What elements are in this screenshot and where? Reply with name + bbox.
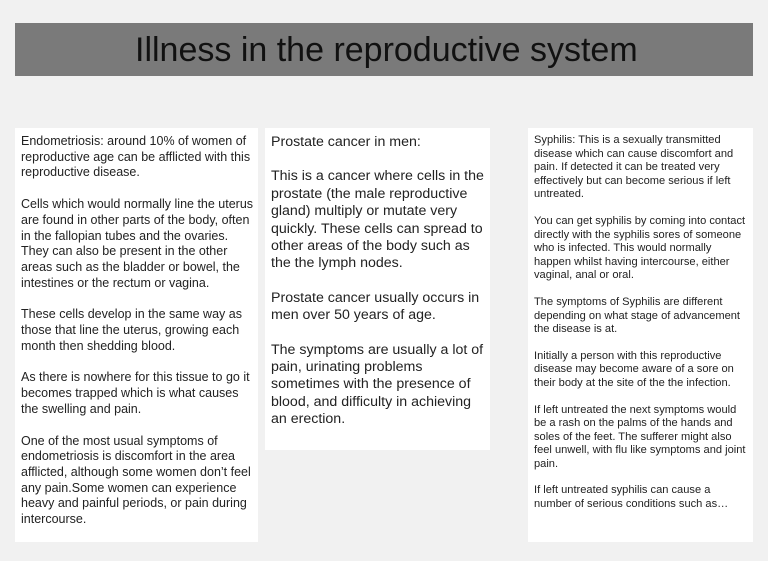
prostate-cancer-text-box bbox=[265, 128, 490, 450]
endometriosis-paragraph: These cells develop in the same way as those that line the uterus, growing each month then shedding blood. bbox=[21, 307, 242, 353]
syphilis-paragraph: If left untreated the next symptoms would be a rash on the palms of the hands and soles of the feet. The sufferer might also feel unwell, with flu like symptoms and joint pain. bbox=[534, 403, 746, 470]
syphilis-paragraph: Syphilis: This is a sexually transmitted disease which can cause discomfort and pain. If detected it can be treated very effectively but can become serious if left untreated. bbox=[534, 134, 734, 201]
prostate-paragraph: Prostate cancer usually occurs in men over 50 years of age. bbox=[271, 289, 480, 324]
endometriosis-paragraph: Endometriosis: around 10% of women of reproductive age can be afflicted with this reproductive disease. bbox=[21, 134, 251, 180]
prostate-paragraph: The symptoms are usually a lot of pain, urinating problems sometimes with the presence of blood, and difficulty in achieving an erection. bbox=[271, 341, 484, 428]
endometriosis-paragraph: One of the most usual symptoms of endometriosis is discomfort in the area afflicted, although some women don’t feel any pain.Some women can experience heavy and painful periods, or pain during intercourse. bbox=[21, 433, 251, 527]
syphilis-paragraph: Initially a person with this reproductive disease may become aware of a sore on their body at the site of the the infection. bbox=[534, 349, 734, 389]
syphilis-paragraph: You can get syphilis by coming into contact directly with the syphilis sores of someone who is infected. This would normally happen whilst having intercourse, either vaginal, anal or oral. bbox=[534, 214, 746, 282]
syphilis-paragraph: The symptoms of Syphilis are different depending on what stage of advancement the disease is at. bbox=[534, 295, 741, 336]
endometriosis-paragraph: As there is nowhere for this tissue to go it becomes trapped which is what causes the swelling and pain. bbox=[21, 370, 250, 416]
endometriosis-paragraph: Cells which would normally line the uterus are found in other parts of the body, often in the fallopian tubes and the ovaries. They can also be present in the other areas such as the bladder or bowel, the intestines or the rectum or vagina. bbox=[21, 197, 254, 290]
prostate-paragraph: This is a cancer where cells in the prostate (the male reproductive gland) multiply or mutate very quickly. These cells can spread to other areas of the body such as the the lymph nodes. bbox=[271, 168, 484, 272]
prostate-paragraph: Prostate cancer in men: bbox=[271, 134, 421, 150]
syphilis-text-box bbox=[528, 128, 753, 542]
slide-title: Illness in the reproductive system bbox=[135, 31, 638, 69]
endometriosis-text-box bbox=[15, 128, 258, 542]
title-bar bbox=[15, 23, 753, 76]
syphilis-paragraph: If left untreated syphilis can cause a number of serious conditions such as… bbox=[534, 484, 729, 511]
